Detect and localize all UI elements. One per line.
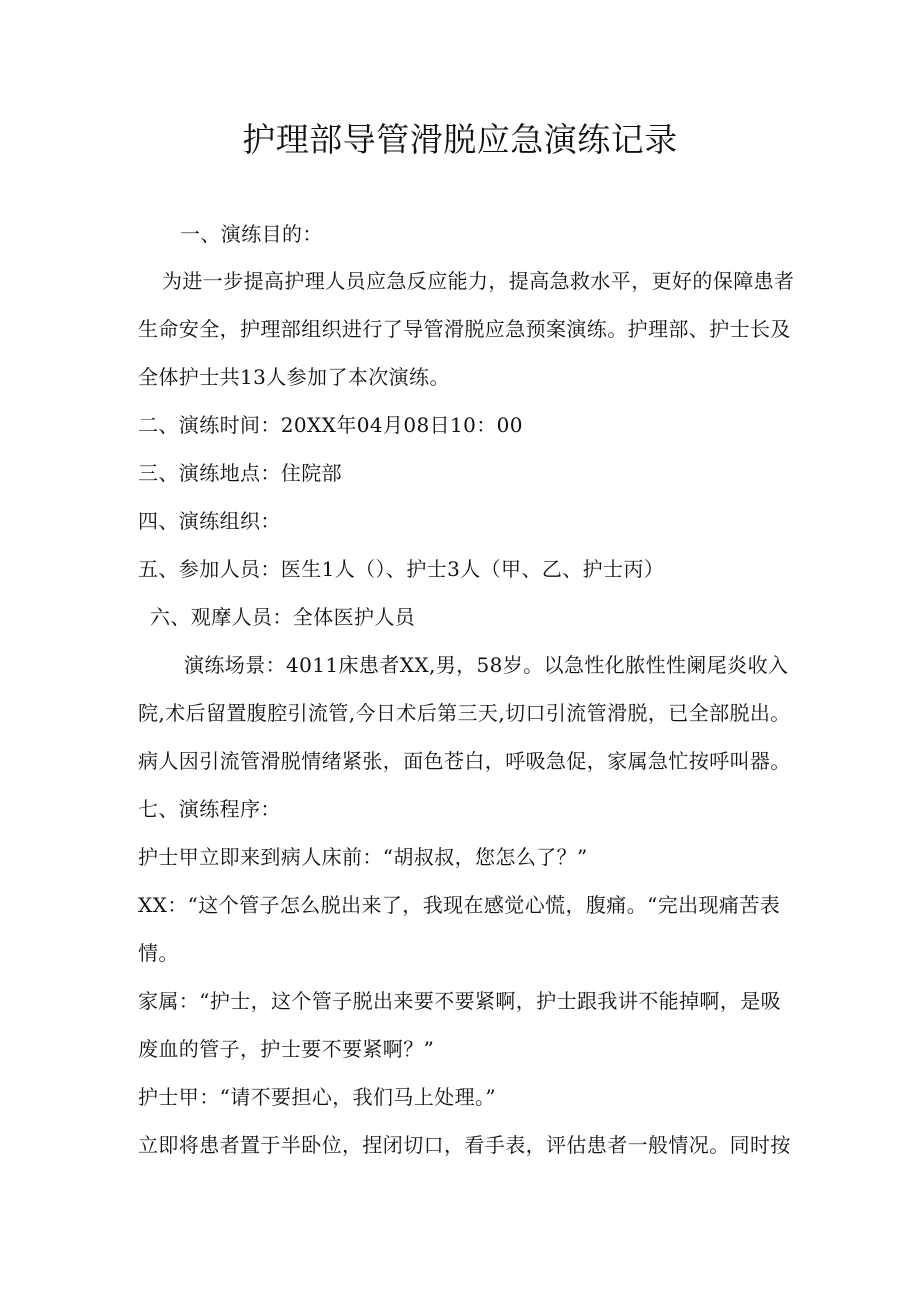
scenario-line: 院,术后留置腹腔引流管,今日术后第三天,切口引流管滑脱，已全部脱出。 [138,701,791,725]
procedure-line: 立即将患者置于半卧位，捏闭切口，看手表，评估患者一般情况。同时按 [138,1133,791,1157]
paragraph-line: 全体护士共13人参加了本次演练。 [138,365,450,389]
dialogue-line: 护士甲立即来到病人床前：“胡叔叔，您怎么了？” [138,845,588,869]
drill-location-line: 三、演练地点：住院部 [138,461,342,485]
dialogue-line: 情。 [138,941,179,965]
procedure-heading: 七、演练程序： [138,797,281,821]
section-purpose-heading: 一、演练目的： [180,222,323,246]
drill-organization-line: 四、演练组织： [138,509,281,533]
scenario-line: 演练场景：4011床患者XX,男，58岁。以急性化脓性性阑尾炎收入 [184,653,789,677]
drill-time-line: 二、演练时间：20XX年04月08日10：00 [138,413,523,437]
scenario-line: 病人因引流管滑脱情绪紧张，面色苍白，呼吸急促，家属急忙按呼叫器。 [138,749,791,773]
participants-line: 五、参加人员：医生1人（）、护士3人（甲、乙、护士丙） [138,557,665,581]
dialogue-line: XX：“这个管子怎么脱出来了，我现在感觉心慌，腹痛。“完出现痛苦表 [138,893,781,917]
document-title: 护理部导管滑脱应急演练记录 [242,120,678,159]
dialogue-line: 护士甲：“请不要担心，我们马上处理。” [138,1085,497,1109]
dialogue-line: 家属：“护士，这个管子脱出来要不要紧啊，护士跟我讲不能掉啊，是吸 [138,989,782,1013]
dialogue-line: 废血的管子，护士要不要紧啊？” [138,1037,435,1061]
paragraph-line: 生命安全，护理部组织进行了导管滑脱应急预案演练。护理部、护士长及 [138,317,791,341]
observers-line: 六、观摩人员：全体医护人员 [150,605,416,629]
paragraph-line: 为进一步提高护理人员应急反应能力，提高急救水平，更好的保障患者 [162,269,795,293]
